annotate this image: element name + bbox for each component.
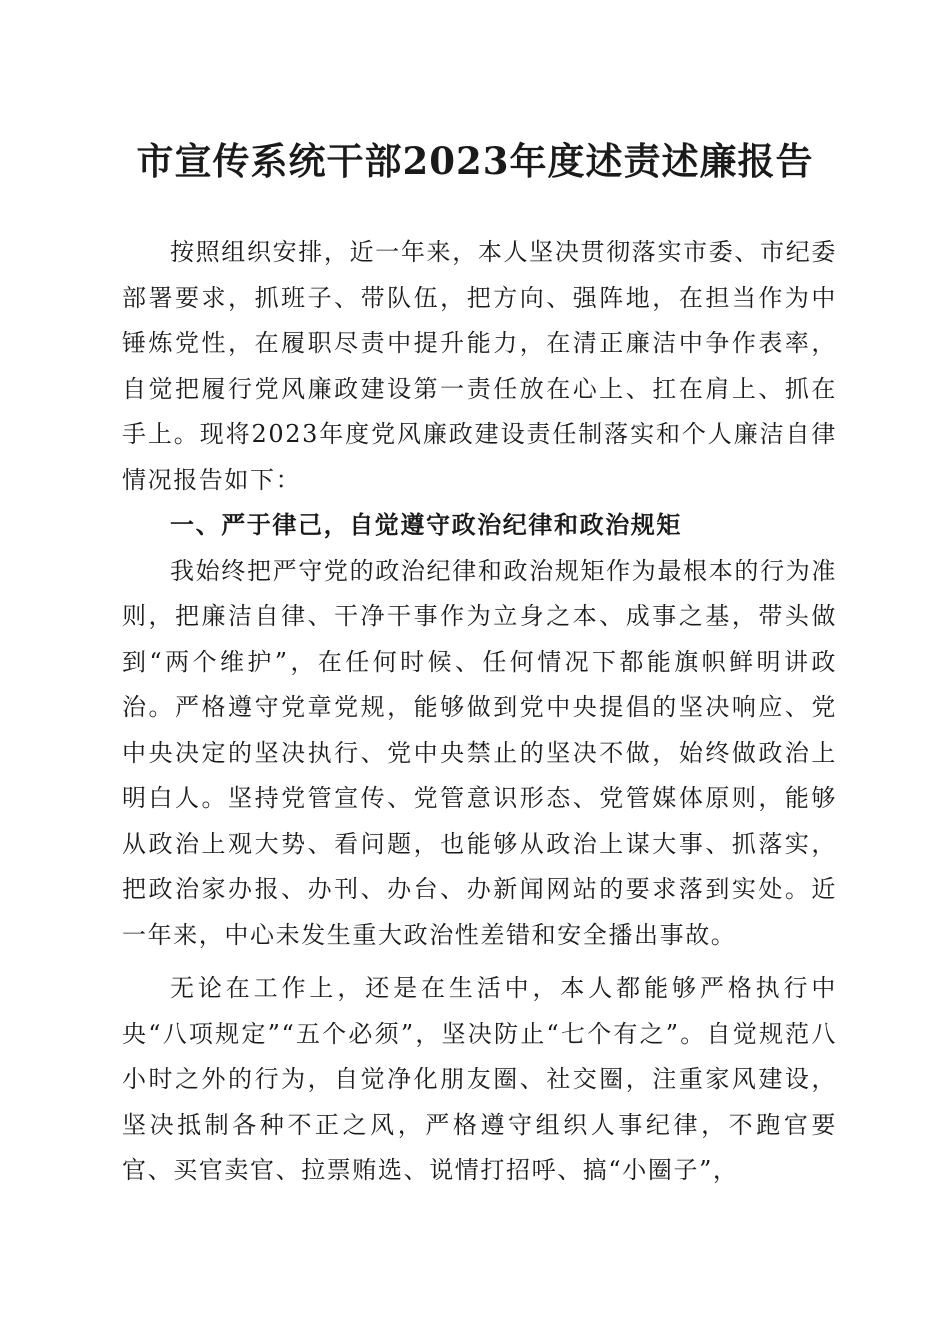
body-paragraph-2: 无论在工作上，还是在生活中，本人都能够严格执行中央“八项规定”“五个必须”，坚决防止“七个有之”。自觉规范八小时之外的行为，自觉净化朋友圈、社交圈，注重家风建设，坚决抵制各种不正之风，严格遵守组织人事纪律，不跑官要官、买官卖官、拉票贿选、说情打招呼、搞“小圈子”， (122, 974, 837, 1184)
document-title: 市宣传系统干部2023年度述责述廉报告 (136, 139, 814, 183)
section-heading-1: 一、严于律己，自觉遵守政治纪律和政治规矩 (170, 511, 682, 539)
document-body (122, 230, 837, 1194)
body-paragraph-1: 我始终把严守党的政治纪律和政治规矩作为最根本的行为准则，把廉洁自律、干净干事作为立身之本、成事之基，带头做到“两个维护”，在任何时候、任何情况下都能旗帜鲜明讲政治。严格遵守党章党规，能够做到党中央提倡的坚决响应、党中央决定的坚决执行、党中央禁止的坚决不做，始终做政治上明白人。坚持党管宣传、党管意识形态、党管媒体原则，能够从政治上观大势、看问题，也能够从政治上谋大事、抓落实，把政治家办报、办刊、办台、办新闻网站的要求落到实处。近一年来，中心未发生重大政治性差错和安全播出事故。 (122, 556, 837, 949)
intro-paragraph: 按照组织安排，近一年来，本人坚决贯彻落实市委、市纪委部署要求，抓班子、带队伍，把方向、强阵地，在担当作为中锤炼党性，在履职尽责中提升能力，在清正廉洁中争作表率，自觉把履行党风廉政建设第一责任放在心上、扛在肩上、抓在手上。现将2023年度党风廉政建设责任制落实和个人廉洁自律情况报告如下： (122, 238, 837, 494)
